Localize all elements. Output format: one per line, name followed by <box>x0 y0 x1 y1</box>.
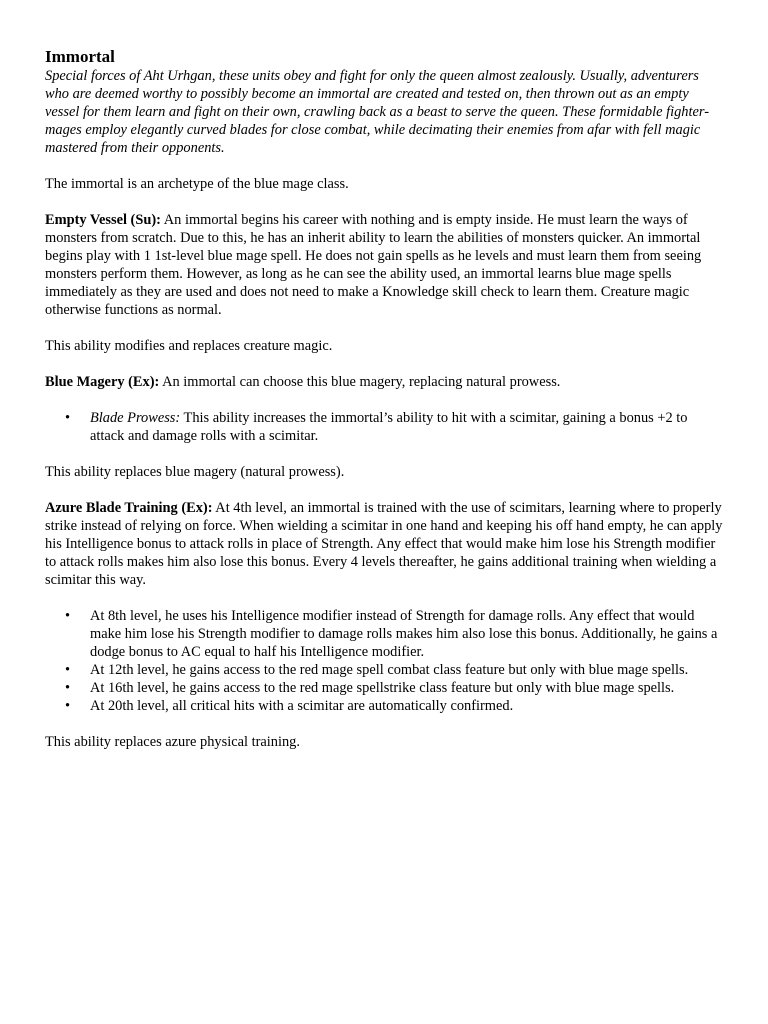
azure-blade-text: At 4th level, an immortal is trained with the use of scimitars, learning where to properly strike instead of relying on force. When wielding a scimitar in one hand and keeping his off hand empty, he can apply his Intelligence bonus to attack rolls in place of Strength. Any effect that would make him lose his Strength modifier to attack rolls makes him also lose this bonus. Every 4 levels thereafter, he gains additional training when wielding a scimitar this way. <box>45 500 723 588</box>
blue-magery-replaces: This ability replaces blue magery (natural prowess). <box>45 464 345 480</box>
list-item <box>45 661 725 679</box>
empty-vessel-paragraph <box>45 211 725 319</box>
list-item-text: At 8th level, he uses his Intelligence modifier instead of Strength for damage rolls. Any effect that would make him lose his Strength modifier to damage rolls makes him also lose this bonus. Additionally, he gains a dodge bonus to AC equal to half his Intelligence modifier. <box>90 608 718 660</box>
azure-blade-replaces: This ability replaces azure physical training. <box>45 734 300 750</box>
blue-magery-text: An immortal can choose this blue magery, replacing natural prowess. <box>159 374 561 390</box>
document-page <box>45 47 725 769</box>
list-item-text: At 12th level, he gains access to the red mage spell combat class feature but only with blue mage spells. <box>90 662 689 678</box>
list-item <box>45 679 725 697</box>
azure-blade-paragraph <box>45 499 725 589</box>
blade-prowess-text: This ability increases the immortal’s ability to hit with a scimitar, gaining a bonus +2 to attack and damage rolls with a scimitar. <box>90 410 688 444</box>
list-item-text: At 16th level, he gains access to the red mage spellstrike class feature but only with blue mage spells. <box>90 680 675 696</box>
blue-magery-paragraph <box>45 373 725 391</box>
list-item <box>45 409 725 445</box>
blue-magery-list <box>45 409 725 445</box>
bullet-icon: • <box>65 698 71 714</box>
empty-vessel-term: Empty Vessel (Su): <box>45 212 161 228</box>
azure-blade-term: Azure Blade Training (Ex): <box>45 500 213 516</box>
azure-blade-list <box>45 607 725 715</box>
blade-prowess-label: Blade Prowess: <box>90 410 181 426</box>
list-item <box>45 607 725 661</box>
bullet-icon: • <box>65 662 71 678</box>
blue-magery-term: Blue Magery (Ex): <box>45 374 160 390</box>
list-item-text: At 20th level, all critical hits with a scimitar are automatically confirmed. <box>90 698 514 714</box>
document-title: Immortal <box>45 47 115 66</box>
list-item <box>45 697 725 715</box>
bullet-icon: • <box>65 608 71 624</box>
archetype-statement: The immortal is an archetype of the blue mage class. <box>45 176 349 192</box>
empty-vessel-text: An immortal begins his career with nothing and is empty inside. He must learn the ways of monsters from scratch. Due to this, he has an inherit ability to learn the abilities of monsters quicker. An immortal begins play with 1 1st-level blue mage spell. He does not gain spells as he levels and must learn them from seeing monsters perform them. However, as long as he can see the ability used, an immortal learns blue mage spells immediately as they are used and does not need to make a Knowledge skill check to learn them. Creature magic otherwise functions as normal. <box>45 212 702 318</box>
bullet-icon: • <box>65 410 71 426</box>
bullet-icon: • <box>65 680 71 696</box>
empty-vessel-replaces: This ability modifies and replaces creature magic. <box>45 338 333 354</box>
intro-flavor-text: Special forces of Aht Urhgan, these units obey and fight for only the queen almost zealously. Usually, adventurers who are deemed worthy to possibly become an immortal are created and tested on, then thrown out as an empty vessel for them learn and fight on their own, crawling back as a beast to serve the queen. These formidable fighter-mages employ elegantly curved blades for close combat, while decimating their enemies from afar with fell magic mastered from their opponents. <box>45 68 709 156</box>
